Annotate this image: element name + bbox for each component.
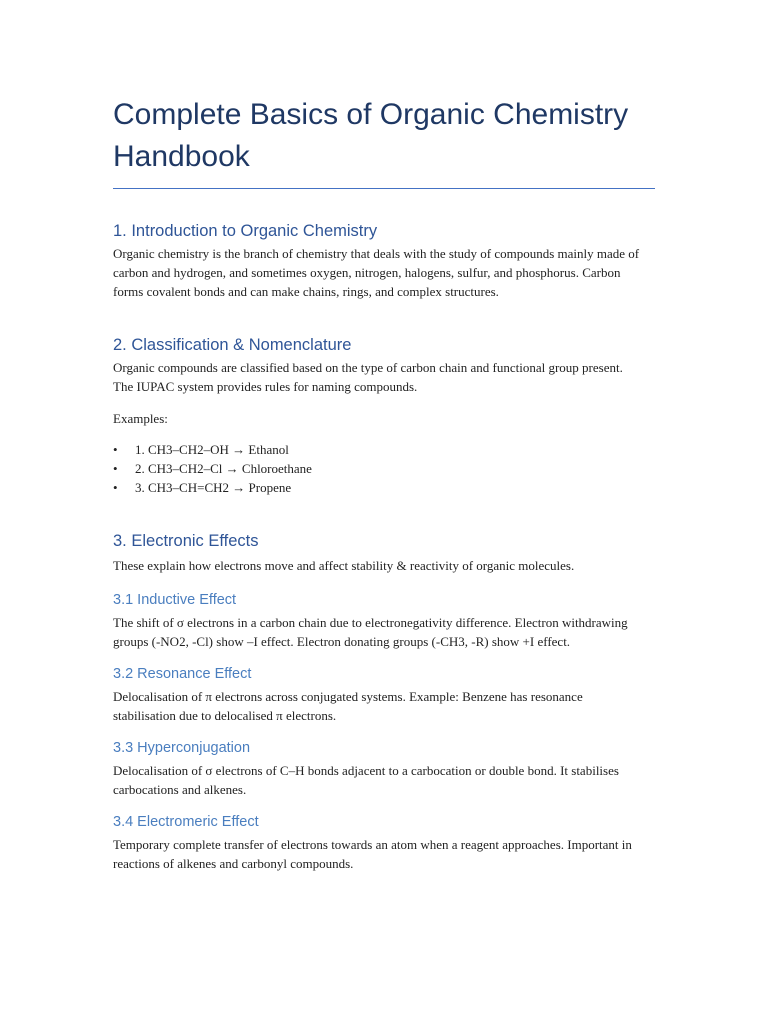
- classification-paragraph: Organic compounds are classified based on the type of carbon chain and functional group present. The IUPAC system provides rules for naming compounds.: [113, 360, 623, 394]
- examples-label: Examples:: [113, 411, 168, 426]
- subsection-heading-inductive: 3.1 Inductive Effect: [113, 592, 237, 608]
- example-text: 1. CH3–CH2–OH → Ethanol: [135, 442, 289, 457]
- subsection-heading-hyperconjugation: 3.3 Hyperconjugation: [113, 740, 251, 756]
- document-title: Complete Basics of Organic Chemistry Handbook: [113, 98, 629, 173]
- inductive-paragraph: The shift of σ electrons in a carbon chain due to electronegativity difference. Electron withdrawing groups (-NO2, -Cl) show –I effect. Electron donating groups (-CH3, -R) show +I effect.: [113, 615, 628, 649]
- example-text: 2. CH3–CH2–Cl → Chloroethane: [135, 461, 312, 476]
- bullet-icon: •: [113, 461, 118, 476]
- hyperconjugation-paragraph: Delocalisation of σ electrons of C–H bonds adjacent to a carbocation or double bond. It stabilises carbocations and alkenes.: [113, 763, 619, 797]
- list-item: [113, 478, 768, 497]
- section-heading-classification: 2. Classification & Nomenclature: [113, 336, 352, 354]
- title-underline: [113, 188, 655, 189]
- electronic-effects-paragraph: These explain how electrons move and affect stability & reactivity of organic molecules.: [113, 558, 575, 573]
- list-item: [113, 440, 768, 459]
- examples-list: [113, 440, 768, 497]
- section-heading-electronic-effects: 3. Electronic Effects: [113, 532, 259, 550]
- subsection-heading-electromeric: 3.4 Electromeric Effect: [113, 814, 259, 830]
- resonance-paragraph: Delocalisation of π electrons across conjugated systems. Example: Benzene has resonance stabilisation due to delocalised π electrons.: [113, 689, 583, 723]
- list-item: [113, 459, 768, 478]
- electromeric-paragraph: Temporary complete transfer of electrons towards an atom when a reagent approaches. Important in reactions of alkenes and carbonyl compounds.: [113, 837, 632, 871]
- introduction-paragraph: Organic chemistry is the branch of chemistry that deals with the study of compounds mainly made of carbon and hydrogen, and sometimes oxygen, nitrogen, halogens, sulfur, and phosphorus. Carbon forms covalent bonds and can make chains, rings, and complex structures.: [113, 246, 640, 299]
- subsection-heading-resonance: 3.2 Resonance Effect: [113, 666, 252, 682]
- example-text: 3. CH3–CH=CH2 → Propene: [135, 480, 292, 495]
- bullet-icon: •: [113, 442, 118, 457]
- section-heading-introduction: 1. Introduction to Organic Chemistry: [113, 222, 378, 240]
- bullet-icon: •: [113, 480, 118, 495]
